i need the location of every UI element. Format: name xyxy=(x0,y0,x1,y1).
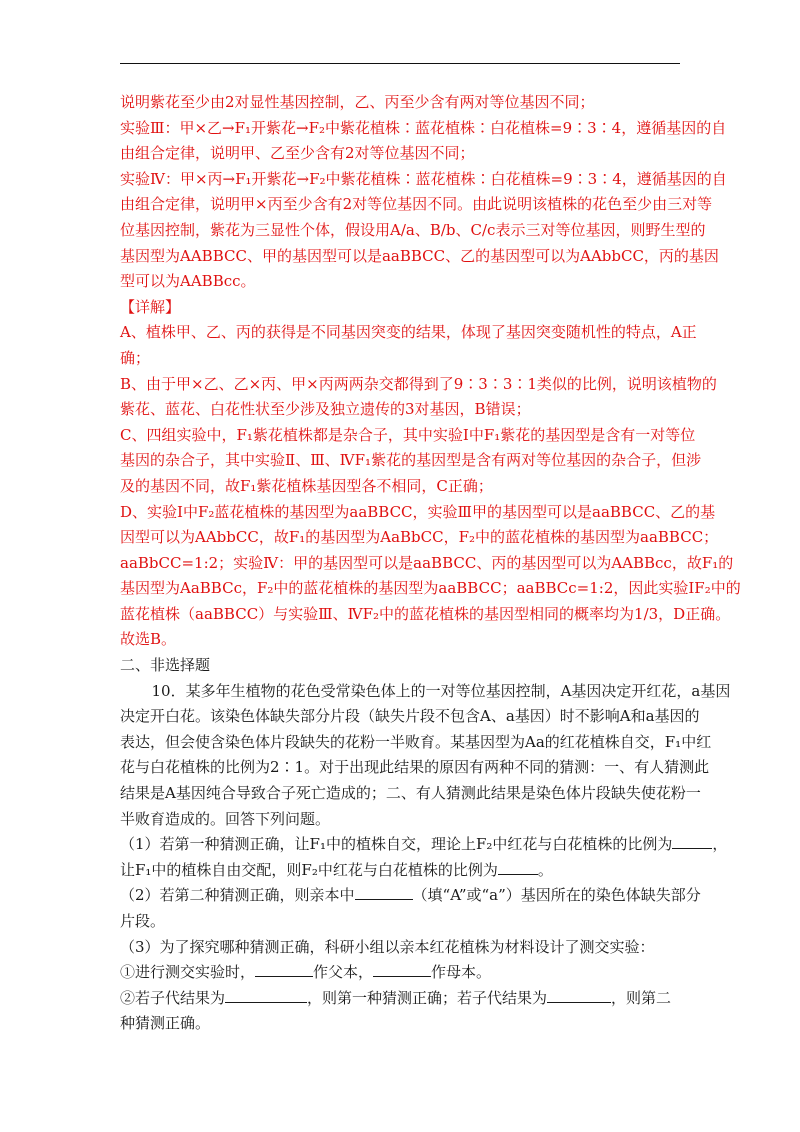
question-line: 花与白花植株的比例为2∶1。对于出现此结果的原因有两种不同的猜测：一、有人猜测此 xyxy=(120,758,710,777)
answer-blank[interactable] xyxy=(255,960,313,977)
answer-line: 位基因控制，紫花为三显性个体，假设用A/a、B/b、C/c表示三对等位基因，则野生型的 xyxy=(120,220,706,239)
answer-line: 实验Ⅳ：甲×丙→F₁开紫花→F₂中紫花植株∶蓝花植株∶白花植株=9∶3∶4，遵循基因的自 xyxy=(120,169,727,188)
answer-line: 基因型为AABBCC、甲的基因型可以是aaBBCC、乙的基因型可以为AAbbCC，丙的基因 xyxy=(120,246,719,265)
answer-line: 因型可以为AAbbCC，故F₁的基因型为AaBbCC，F₂中的蓝花植株的基因型为aaBBCC； xyxy=(120,528,719,547)
answer-line: 基因型为AaBBCc，F₂中的蓝花植株的基因型为aaBBCC；aaBBCc=1:2，因此实验ⅠF₂中的 xyxy=(120,579,741,598)
answer-blank[interactable] xyxy=(547,986,611,1003)
subquestion-2-cont: 片段。 xyxy=(120,912,166,930)
answer-line: 故选B。 xyxy=(120,630,177,649)
answer-line: A、植株甲、乙、丙的获得是不同基因突变的结果，体现了基因突变随机性的特点，A正 xyxy=(120,323,697,342)
question-line: 表达，但会使含染色体片段缺失的花粉一半败育。某基因型为Aa的红花植株自交，F₁中红 xyxy=(120,732,712,751)
question-line: 结果是A基因纯合导致合子死亡造成的；二、有人猜测此结果是染色体片段缺失使花粉一 xyxy=(120,784,701,803)
subquestion-text: ②若子代结果为 xyxy=(120,988,226,1007)
answer-line: 说明紫花至少由2对显性基因控制，乙、丙至少含有两对等位基因不同； xyxy=(120,93,595,111)
answer-line: aaBbCC=1:2；实验Ⅳ：甲的基因型可以是aaBBCC、丙的基因型可以为AABBcc，故F₁的 xyxy=(120,553,734,572)
subquestion-1-cont xyxy=(120,858,680,884)
subquestion-2 xyxy=(120,883,701,909)
question-line: 10．某多年生植物的花色受常染色体上的一对等位基因控制，A基因决定开红花，a基因 xyxy=(151,681,731,700)
subquestion-text: 让F₁中的植株自由交配，则F₂中红花与白花植株的比例为 xyxy=(120,860,498,879)
subquestion-text: 作父本， xyxy=(313,963,374,982)
answer-line: 实验Ⅲ：甲×乙→F₁开紫花→F₂中紫花植株∶蓝花植株∶白花植株=9∶3∶4，遵循基因的自 xyxy=(120,118,727,137)
subquestion-3: （3）为了探究哪种猜测正确，科研小组以亲本红花植株为材料设计了测交实验： xyxy=(120,937,655,956)
subquestion-3-cont: 种猜测正确。 xyxy=(120,1014,211,1033)
answer-line: C、四组实验中，F₁紫花植株都是杂合子，其中实验Ⅰ中F₁紫花的基因型是含有一对等位 xyxy=(120,425,696,444)
answer-blank[interactable] xyxy=(672,832,712,849)
answer-blank[interactable] xyxy=(225,986,307,1003)
subquestion-text: ①进行测交实验时， xyxy=(120,963,256,982)
question-line: 半败育造成的。回答下列问题。 xyxy=(120,809,331,828)
subquestion-text: ， xyxy=(712,835,728,854)
answer-line: 蓝花植株（aaBBCC）与实验Ⅲ、ⅣF₂中的蓝花植株的基因型相同的概率均为1/3，D正确。 xyxy=(120,604,731,623)
subquestion-text: ，则第二 xyxy=(611,988,672,1007)
subquestion-3-part2 xyxy=(120,986,680,1012)
section-title: 二、非选择题 xyxy=(120,656,211,675)
subquestion-text: （1）若第一种猜测正确，让F₁中的植株自交，理论上F₂中红花与白花植株的比例为 xyxy=(120,835,673,854)
answer-blank[interactable] xyxy=(355,883,413,900)
subquestion-3-part1 xyxy=(120,960,680,986)
answer-line: 紫花、蓝花、白花性状至少涉及独立遗传的3对基因，B错误； xyxy=(120,400,531,419)
subquestion-text: （填“A”或“a”）基因所在的染色体缺失部分 xyxy=(412,886,701,905)
question-line: 决定开白花。该染色体缺失部分片段（缺失片段不包含A、a基因）时不影响A和a基因的 xyxy=(120,707,700,726)
subquestion-text: 作母本。 xyxy=(431,963,492,982)
subquestion-text: 。 xyxy=(537,860,553,879)
answer-line: 型可以为AABBcc。 xyxy=(120,272,256,291)
answer-line: 基因的杂合子，其中实验Ⅱ、Ⅲ、ⅣF₁紫花的基因型是含有两对等位基因的杂合子，但涉 xyxy=(120,451,702,470)
answer-line: D、实验Ⅰ中F₂蓝花植株的基因型为aaBBCC，实验Ⅲ甲的基因型可以是aaBBCC、乙的基 xyxy=(120,502,716,521)
answer-line: B、由于甲×乙、乙×丙、甲×丙两两杂交都得到了9∶3∶3∶1类似的比例，说明该植物的 xyxy=(120,374,717,393)
answer-line: 及的基因不同，故F₁紫花植株基因型各不相同，C正确； xyxy=(120,476,493,495)
answer-line: 确； xyxy=(120,348,151,367)
subquestion-1 xyxy=(120,832,728,858)
header-rule xyxy=(120,63,680,64)
answer-line: 由组合定律，说明甲×丙至少含有2对等位基因不同。由此说明该植株的花色至少由三对等 xyxy=(120,195,713,214)
answer-blank[interactable] xyxy=(373,960,431,977)
answer-line: 由组合定律，说明甲、乙至少含有2对等位基因不同； xyxy=(120,144,475,163)
subquestion-text: ，则第一种猜测正确；若子代结果为 xyxy=(307,988,548,1007)
document-body xyxy=(120,90,741,1037)
detail-heading: 【详解】 xyxy=(120,297,181,316)
subquestion-text: （2）若第二种猜测正确，则亲本中 xyxy=(120,886,355,905)
answer-blank[interactable] xyxy=(498,858,538,875)
